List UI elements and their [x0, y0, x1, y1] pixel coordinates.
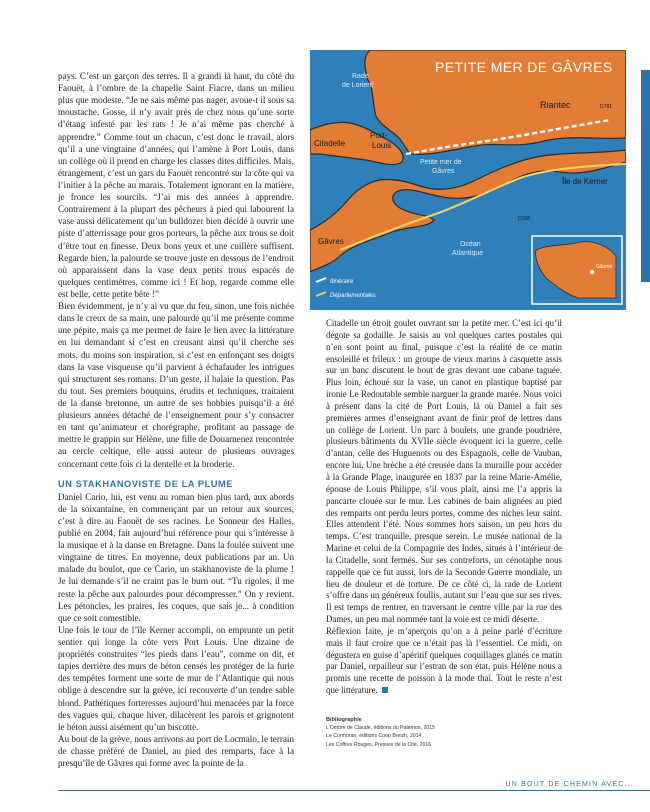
petite-mer-map [310, 50, 626, 310]
inset-label: Gâvres [596, 264, 613, 270]
end-of-article-mark [382, 687, 388, 693]
label-citadelle: Citadelle [314, 139, 346, 148]
label-riantec: Riantec [540, 100, 571, 110]
left-paragraph-4: Une fois le tour de l’île Kerner accompli, on emprunte un petit sentier qui longe la côte vers Port Louis. Une dizaine de propriétés construites “les pieds dans l’eau”, comme on dit, et tapies derrière des murs de béton censés les protéger de la furie des tempêtes forment une sorte de mur de l’Atlantique qui nous oblige à descendre sur la grève, ici recouverte d’un tendre sable blond. Pathétiques forteresses aujourd’hui menacées par la force des vagues qui, chaque hiver, dilacèrent les parois et grignotent le béton aussi aisément qu’un biscotte. [58, 624, 294, 732]
bibliography-title: Bibliographie [326, 717, 362, 723]
left-paragraph-3: Daniel Cario, lui, est venu au roman bien plus tard, aux abords de la soixantaine, en commençant par un retour aux sources, c’est à dire au Faouët de ses racines. Le Sonneur des Halles, publié en 2004, fait aujourd’hui référence pour qui s’intéresse à la musique et à la danse en Bretagne. Dans la foulée suivent une vingtaine de titres. En moyenne, deux publications par an. Un malade du boulot, que ce Cario, un stakhanoviste de la plume ! Je lui demande s’il ne craint pas le burn out. “Tu rigoles, il me reste la pêche aux palourdes pour décompresser.” On y revient. Les pétoncles, les praires, les coques, que sais je... à condition que ce soit comestible. [58, 491, 294, 623]
left-paragraph-2: Bien évidemment, je n’y ai vu que du feu, sinon, une fois nichée dans le creux de sa main, une palourde qu’il me présente comme une pépite, mais ça me permet de faire le lien avec la littérature en lui demandant si c’est en creusant ainsi qu’il cherche ses mots, du moins son inspiration, si c’est en enfonçant ses doigts dans la vase visqueuse qu’il parvient à échafauder les intrigues qui structurent ses romans. D’un geste, il balaie la question. Pas du tout. Ses premiers bouquins, érudits et techniques, traitaient de la danse bretonne, un autre de ses hobbies puisqu’il a été plusieurs années détaché de l’enseignement pour s’y consacrer en tant qu’animateur et chorégraphe, profitant au passage de mettre le grappin sur Hélène, une fille de Douarnenez rencontrée au cercle celtique, elle aussi auteur de plusieurs ouvrages concernant cette fois ci la dentelle et la broderie. [58, 301, 294, 469]
label-gavres: Gâvres [318, 237, 344, 246]
label-atlantique: Atlantique [452, 250, 484, 257]
left-column [58, 70, 294, 769]
left-paragraph-5: Au bout de la grève, nous arrivons au port de Locmalo, le terrain de chasse préféré de Daniel, au pied des remparts, face à la presqu’île de Gâvres qui forme avec la pointe de la [58, 733, 294, 769]
right-paragraph-2-text: Réflexion faite, je m’aperçois qu’on a à peine parlé d’écriture mais il faut croire que ce n’était pas là l’essentiel. Ce midi, on dégustera en guise d’apéritif quelques coquillages glanés ce matin par Daniel, orpailleur sur l’estran de son état, puis Hélène nous a promis une recette de poisson à la mode thaï. Tout le reste n’est que littérature. [326, 625, 562, 696]
right-paragraph-2 [326, 626, 562, 697]
label-de-lorient: de Lorient [342, 82, 374, 89]
legend-itinerary-label: Itinéraire [330, 279, 354, 285]
right-column [326, 318, 562, 697]
label-d781: D781 [600, 104, 612, 110]
bibliography-item: Les Coffres Rouges, Presses de la Cité, 2016 [326, 741, 432, 748]
bibliography-item: Le Cormoran, éditions Coop Breizh, 2014 [326, 733, 422, 740]
section-tab-marker [641, 70, 650, 282]
section-heading: UN STAKHANOVISTE DE LA PLUME [58, 478, 234, 489]
bibliography-item: L’Ombre de Claude, éditions du Palémon, 2015 [326, 725, 436, 732]
map-title: PETITE MER DE GÂVRES [435, 59, 613, 75]
inset-location-dot [590, 270, 594, 274]
label-port: Port- [370, 131, 388, 140]
bibliography [326, 716, 562, 749]
left-paragraph-1: pays. C’est un garçon des terres. Il a grandi là haut, du côté du Faouët, à l’ombre de la chapelle Saint Fiacre, dans un milieu plus que modeste. “Je ne sais même pas nager, avoue-t il sous sa moustache. Gosse, il n’y avait près de chez nous qu’une sorte d’étang infesté par les rats ! Je n’ai même pas cherché à apprendre.” Comme tout un chacun, c’est donc le travail, alors qu’il a une vingtaine d’années, qui l’amène à Port Louis, dans un collège où il prend en charge les classes dites difficiles. Mais, étrangement, c’est un gars du Faouët rencontré sur la côte qui va l’initier à la pêche au marais. Totalement ignorant en la matière, je fronce les sourcils. “J’ai mis des années à apprendre. Contrairement à la plupart des pêcheurs à pied qui labourent la vase aussi délicatement qu’un bulldozer bien décidé à ouvrir une piste d’atterrissage pour gros porteurs, la pêche aux trous se doit d’être tout en finesse. Deux bons yeux et une cuillère suffisent. Regarde bien, la palourde se trouve juste en dessous de l’endroit où apparaissent dans la vase deux petits trous espacés de quelques centimètres, comme ici ! Et hop, regarde comme elle est belle, cette petite bête !” [58, 71, 294, 299]
label-d158: D158 [518, 216, 530, 222]
label-kerner: Île de Kerner [562, 177, 608, 186]
label-rade: Rade [352, 73, 369, 80]
label-louis: Louis [372, 141, 392, 150]
footer-rule [58, 790, 650, 791]
label-petite-mer-2: Gâvres [432, 168, 455, 175]
legend-roads-label: Départementales [330, 293, 376, 299]
label-ocean: Océan [460, 241, 481, 248]
label-petite-mer-1: Petite mer de [420, 159, 462, 166]
right-paragraph-1: Citadelle un étroit goulet ouvrant sur la petite mer. C’est ici qu’il dégote sa godaille. Je saisis au vol quelques cartes postales qui n’en sont point au final, puisque c’est la réalité de ce matin ensoleillé et frileux : un groupe de vieux marins à casquette assis sur un banc discutent le bout de gras devant une cabane taguée. Plus loin, échoué sur la vase, un canot en plastique baptisé par ironie Le Redoutable semble narguer la grande marée. Nous voici à présent dans la cité de Port Louis, là où Daniel a fait ses premières armes d’enseignant avant de finir prof de lettres dans un collège de Lorient. Un parc à boulets, une grande poudrière, plusieurs bâtiments du XVIIe siècle évoquent ici la guerre, celle d’antan, celle des Huguenots ou des Espagnols, celle de Vauban, encore lui. Une brèche a été creusée dans la muraille pour accéder à la Grande Plage, inaugurée en 1837 par la reine Marie-Amélie, épouse de Louis Philippe, s’il vous plaît, ainsi me l’a appris la pancarte clouée sur le mur. Les cabines de bain alignées au pied des remparts ont perdu leurs portes, comme des niches leur saint. Elles attendent l’été. Nous sommes hors saison, un peu hors du temps. C’est tranquille, presque serein. Le musée national de la Marine et celui de la Compagnie des Indes, situés à l’intérieur de la Citadelle, sont fermés. Sur ses contreforts, un cénotaphe nous rappelle que ce fut aussi, lors de la Seconde Guerre mondiale, un lieu de douleur et de torture. De ce côté ci, la rade de Lorient s’offre dans un généreux foullis, autant sur l’eau que sur ses rives. Il est temps de rentrer, en traversant le centre ville par la rue des Dames, un peu mal nommée tant la voie est ce midi déserte. [326, 318, 562, 625]
running-title: UN BOUT DE CHEMIN AVEC... [499, 781, 634, 788]
